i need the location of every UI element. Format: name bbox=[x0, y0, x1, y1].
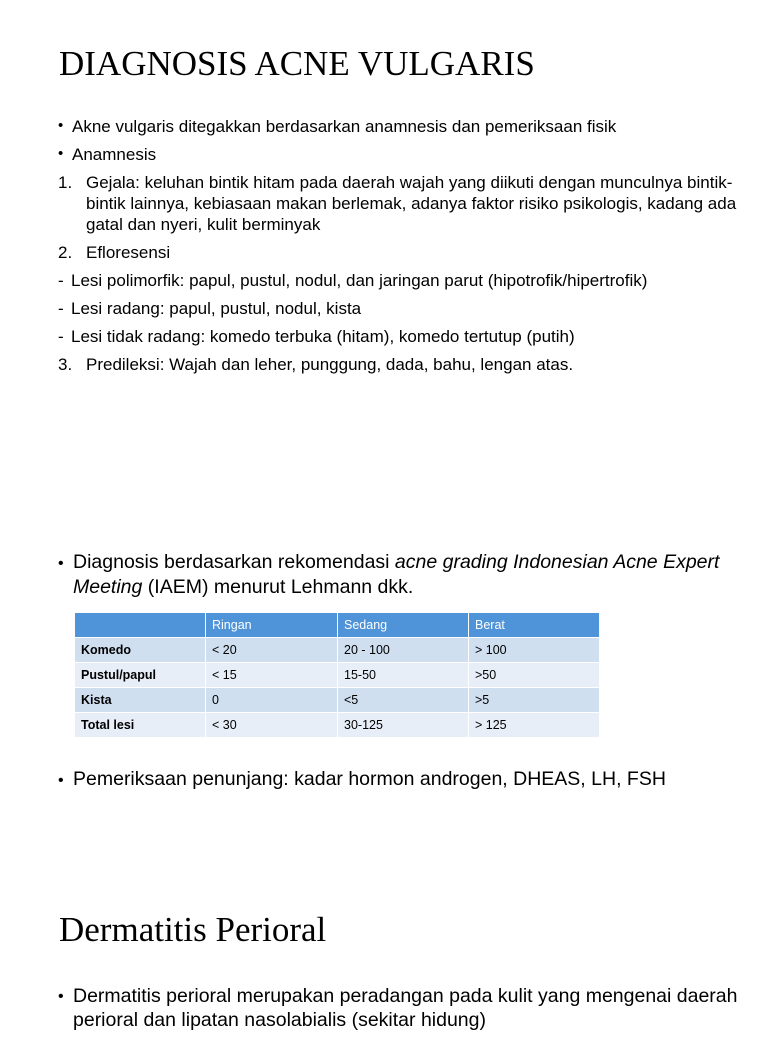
page-title: DIAGNOSIS ACNE VULGARIS bbox=[59, 44, 535, 83]
list-item bbox=[58, 172, 738, 235]
dash-icon: - bbox=[58, 327, 64, 346]
list-item bbox=[58, 298, 738, 319]
table-header: Ringan bbox=[206, 613, 338, 638]
table-cell: > 100 bbox=[469, 638, 600, 663]
bullet-icon: • bbox=[58, 988, 64, 1005]
table-cell: <5 bbox=[338, 688, 469, 713]
diagnosis-list bbox=[58, 550, 738, 607]
anamnesis-list bbox=[58, 116, 738, 382]
table-cell: 20 - 100 bbox=[338, 638, 469, 663]
perioral-list bbox=[58, 984, 738, 1039]
list-number: 1. bbox=[58, 173, 73, 192]
table-cell: Komedo bbox=[75, 638, 206, 663]
table-cell: < 30 bbox=[206, 713, 338, 738]
list-item-text: Anamnesis bbox=[72, 145, 157, 164]
list-number: 3. bbox=[58, 355, 73, 374]
table-cell: < 20 bbox=[206, 638, 338, 663]
table-cell: >50 bbox=[469, 663, 600, 688]
list-item bbox=[58, 326, 738, 347]
list-item bbox=[58, 354, 738, 375]
list-item-text: Pemeriksaan penunjang: kadar hormon androgen, DHEAS, LH, FSH bbox=[73, 768, 666, 790]
table-cell: >5 bbox=[469, 688, 600, 713]
list-item bbox=[58, 270, 738, 291]
table-row bbox=[75, 713, 600, 738]
dash-icon: - bbox=[58, 299, 64, 318]
bullet-icon: • bbox=[58, 555, 64, 572]
diagnosis-text-end: (IAEM) menurut Lehmann dkk. bbox=[142, 576, 414, 598]
list-item-text: Lesi polimorfik: papul, pustul, nodul, dan jaringan parut (hipotrofik/hipertrofik) bbox=[71, 271, 648, 290]
bullet-icon: • bbox=[58, 772, 64, 789]
table-cell: 15-50 bbox=[338, 663, 469, 688]
list-item-text: Akne vulgaris ditegakkan berdasarkan anamnesis dan pemeriksaan fisik bbox=[72, 117, 617, 136]
table-cell: 0 bbox=[206, 688, 338, 713]
table-cell: 30-125 bbox=[338, 713, 469, 738]
table-cell: < 15 bbox=[206, 663, 338, 688]
list-item bbox=[58, 144, 738, 165]
list-item bbox=[58, 242, 738, 263]
table-header-row bbox=[75, 613, 600, 638]
section-title: Dermatitis Perioral bbox=[59, 910, 327, 949]
table-cell: > 125 bbox=[469, 713, 600, 738]
acne-grading-table bbox=[74, 612, 600, 738]
table-header bbox=[75, 613, 206, 638]
list-number: 2. bbox=[58, 243, 73, 262]
table-row bbox=[75, 663, 600, 688]
list-item-text: Efloresensi bbox=[86, 243, 171, 262]
diagnosis-italic: acne grading Indonesian Acne Expert Meeting bbox=[73, 551, 720, 598]
list-item-text: Lesi radang: papul, pustul, nodul, kista bbox=[71, 299, 362, 318]
diagnosis-text: Diagnosis berdasarkan rekomendasi bbox=[73, 551, 395, 573]
table-cell: Total lesi bbox=[75, 713, 206, 738]
list-item-text: Dermatitis perioral merupakan peradangan pada kulit yang mengenai daerah perioral dan lipatan nasolabialis (sekitar hidung) bbox=[73, 985, 738, 1031]
bullet-icon: • bbox=[58, 145, 64, 162]
table-cell: Pustul/papul bbox=[75, 663, 206, 688]
list-item-text: Lesi tidak radang: komedo terbuka (hitam), komedo tertutup (putih) bbox=[71, 327, 575, 346]
table-cell: Kista bbox=[75, 688, 206, 713]
table-header: Berat bbox=[469, 613, 600, 638]
list-item bbox=[58, 550, 738, 600]
list-item bbox=[58, 767, 738, 792]
list-item-text: Predileksi: Wajah dan leher, punggung, dada, bahu, lengan atas. bbox=[86, 355, 574, 374]
table-row bbox=[75, 688, 600, 713]
penunjang-list bbox=[58, 767, 738, 799]
table-row bbox=[75, 638, 600, 663]
bullet-icon: • bbox=[58, 117, 64, 134]
list-item-text: Gejala: keluhan bintik hitam pada daerah wajah yang diikuti dengan munculnya bintik-bintik lainnya, kebiasaan makan berlemak, adanya faktor risiko psikologis, kadang ada gatal dan nyeri, kulit berminyak bbox=[86, 173, 737, 234]
table-header: Sedang bbox=[338, 613, 469, 638]
dash-icon: - bbox=[58, 271, 64, 290]
list-item bbox=[58, 116, 738, 137]
list-item bbox=[58, 984, 738, 1032]
